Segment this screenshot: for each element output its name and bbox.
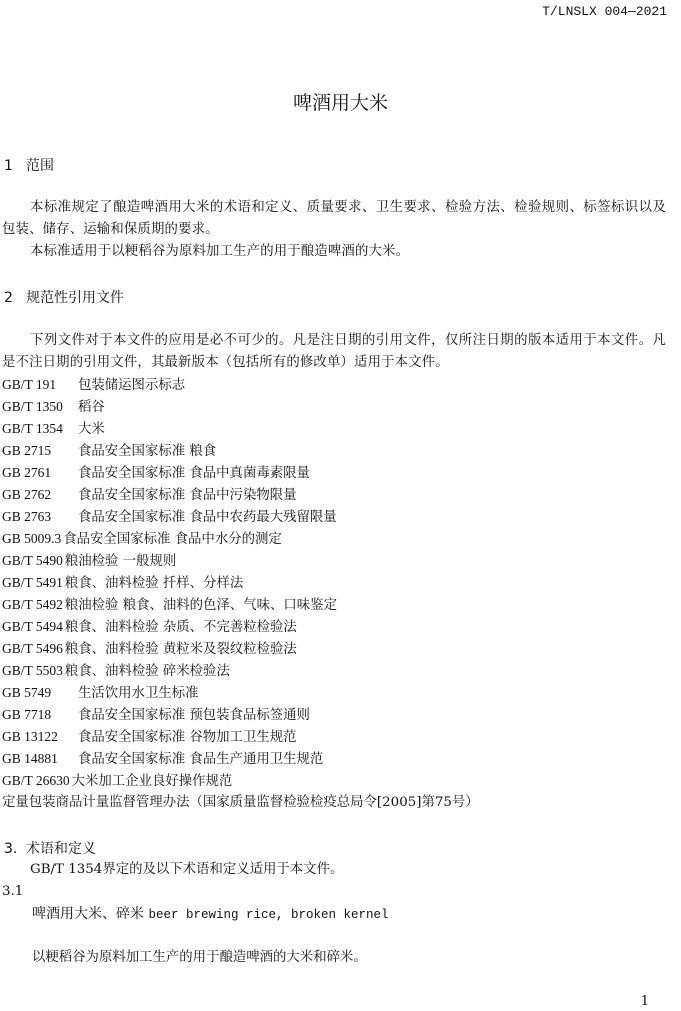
section-title: 范围	[26, 158, 54, 174]
section-number: 1	[4, 158, 13, 174]
reference-item-regulation: 定量包装商品计量监督管理办法（国家质量监督检验检疫总局令[2005]第75号）	[2, 795, 479, 810]
terms-intro: GB/T 1354界定的及以下术语和定义适用于本文件。	[30, 862, 344, 877]
term-entry	[32, 903, 389, 926]
section-2-heading	[4, 287, 124, 307]
reference-item: GB 7718 食品安全国家标准 预包装食品标签通则	[2, 707, 310, 723]
section-1-heading	[4, 155, 54, 175]
page-number: 1	[640, 994, 649, 1009]
reference-item: GB 14881 食品安全国家标准 食品生产通用卫生规范	[2, 751, 324, 767]
document-title: 啤酒用大米	[292, 92, 388, 114]
term-definition: 以粳稻谷为原料加工生产的用于酿造啤酒的大米和碎米。	[32, 950, 367, 965]
reference-item: GB/T 1350 稻谷	[2, 399, 105, 415]
reference-item: GB 13122 食品安全国家标准 谷物加工卫生规范	[2, 729, 297, 745]
reference-item: GB/T 191 包装储运图示标志	[2, 377, 186, 393]
reference-item: GB/T 5491 粮食、油料检验 扦样、分样法	[2, 575, 244, 591]
term-number: 3.1	[2, 884, 24, 899]
term-english: beer brewing rice, broken kernel	[148, 908, 389, 922]
reference-item: GB/T 5492 粮油检验 粮食、油料的色泽、气味、口味鉴定	[2, 597, 337, 613]
document-code: T/LNSLX 004—2021	[542, 4, 667, 19]
scope-paragraph-1: 本标准规定了酿造啤酒用大米的术语和定义、质量要求、卫生要求、检验方法、检验规则、标签标识以及包装、储存、运输和保质期的要求。	[2, 200, 666, 237]
reference-item: GB/T 26630 大米加工企业良好操作规范	[2, 773, 233, 789]
section-3-heading	[4, 838, 96, 858]
section-number: 3.	[4, 841, 18, 857]
reference-item: GB/T 5496 粮食、油料检验 黄粒米及裂纹粒检验法	[2, 641, 297, 657]
reference-item: GB/T 5494 粮食、油料检验 杂质、不完善粒检验法	[2, 619, 297, 635]
reference-item: GB/T 5503 粮食、油料检验 碎米检验法	[2, 663, 230, 679]
reference-item: GB/T 5490 粮油检验 一般规则	[2, 553, 177, 569]
reference-item: GB 2762 食品安全国家标准 食品中污染物限量	[2, 487, 297, 503]
reference-item: GB 2763 食品安全国家标准 食品中农药最大残留限量	[2, 509, 337, 525]
reference-item: GB 5749 生活饮用水卫生标准	[2, 685, 199, 701]
term-chinese: 啤酒用大米、碎米	[32, 906, 144, 922]
section-title: 规范性引用文件	[26, 290, 124, 306]
reference-item: GB 2715 食品安全国家标准 粮食	[2, 443, 217, 459]
scope-paragraph-2: 本标准适用于以粳稻谷为原料加工生产的用于酿造啤酒的大米。	[30, 244, 410, 259]
reference-item: GB 5009.3 食品安全国家标准 食品中水分的测定	[2, 531, 282, 547]
section-number: 2	[4, 290, 13, 306]
reference-item: GB/T 1354 大米	[2, 421, 105, 437]
reference-item: GB 2761 食品安全国家标准 食品中真菌毒素限量	[2, 465, 310, 481]
normative-intro: 下列文件对于本文件的应用是必不可少的。凡是注日期的引用文件，仅所注日期的版本适用于本文件。凡是不注日期的引用文件，其最新版本（包括所有的修改单）适用于本文件。	[2, 333, 666, 370]
section-title: 术语和定义	[26, 841, 96, 857]
